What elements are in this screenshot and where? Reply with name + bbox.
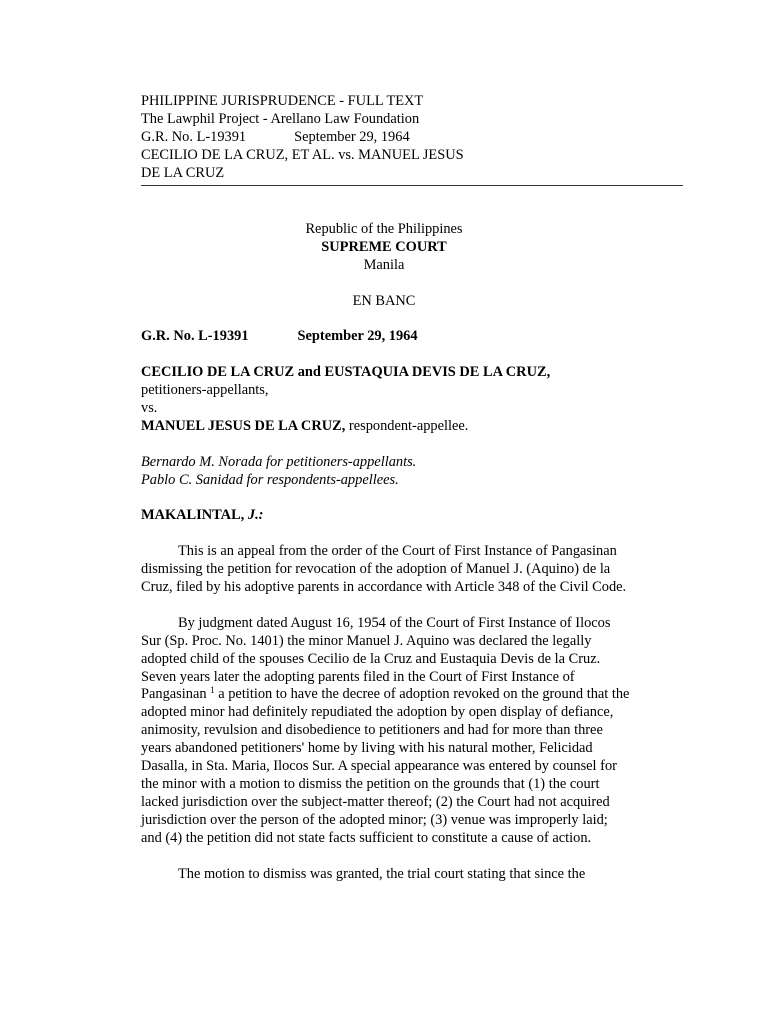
paragraph-2: [141, 615, 631, 848]
paragraph-3: The motion to dismiss was granted, the trial court stating that since the: [178, 865, 586, 882]
paragraph-2-text-end: a petition to have the decree of adoption revoked on the ground that the adopted minor had definitely repudiated the adoption by open display of defiance, animosity, revulsion and disobedience to petitioners and had for more than three years abandoned petitioners' home by living with his natural mother, Felicidad Dasalla, in Sta. Maria, Ilocos Sur. A special appearance was entered by counsel for the minor with a motion to dismiss the petition on the grounds that (1) the court lacked jurisdiction over the subject-matter thereof; (2) the Court had not acquired jurisdiction over the person of the adopted minor; (3) venue was improperly laid; and (4) the petition did not state facts sufficient to constitute a cause of action.: [141, 686, 630, 846]
document-body: [141, 221, 631, 883]
header-case-title-line2: DE LA CRUZ: [141, 164, 225, 181]
case-respondent-line: [141, 418, 631, 436]
court-division: EN BANC: [352, 292, 416, 309]
case-petitioners: CECILIO DE LA CRUZ and EUSTAQUIA DEVIS DE LA CRUZ,: [141, 364, 551, 381]
header-gr-number: G.R. No. L-19391: [141, 128, 247, 145]
footnote-reference-1[interactable]: 1: [210, 685, 215, 696]
case-reference: [141, 328, 631, 346]
ponente: [141, 507, 631, 525]
case-respondent-role: respondent-appellee.: [345, 417, 469, 434]
paragraph-2-text-start: By judgment dated August 16, 1954 of the Court of First Instance of Ilocos Sur (Sp. Proc. No. 1401) the minor Manuel J. Aquino was declared the legally adopted child of the spouses Cecilio de la Cruz and Eustaquia Devis de la Cruz. Seven years later the adopting parents filed in the Court of First Instance of Pangasinan: [141, 614, 611, 703]
counsel-petitioners: Bernardo M. Norada for petitioners-appellants.: [141, 453, 417, 470]
case-date: September 29, 1964: [297, 328, 418, 345]
case-respondent: MANUEL JESUS DE LA CRUZ,: [141, 417, 346, 434]
court-republic: Republic of the Philippines: [305, 221, 463, 237]
ponente-title: J.:: [247, 507, 264, 524]
counsel-respondents: Pablo C. Sanidad for respondents-appellees.: [141, 471, 399, 488]
header-case-reference: [141, 129, 683, 147]
header-divider: [141, 185, 683, 186]
header-decision-date: September 29, 1964: [294, 128, 410, 145]
paragraph-1: This is an appeal from the order of the Court of First Instance of Pangasinan dismissing the petition for revocation of the adoption of Manuel J. (Aquino) de la Cruz, filed by his adoptive parents in accordance with Article 348 of the Civil Code.: [141, 543, 627, 596]
case-versus: vs.: [141, 400, 158, 417]
case-petitioners-role: petitioners-appellants,: [141, 382, 269, 399]
header-collection-title: PHILIPPINE JURISPRUDENCE - FULL TEXT: [141, 93, 424, 109]
ponente-name: MAKALINTAL,: [141, 507, 248, 524]
header-case-title-line1: CECILIO DE LA CRUZ, ET AL. vs. MANUEL JESUS: [141, 146, 464, 163]
court-city: Manila: [363, 256, 405, 273]
header-project-name: The Lawphil Project - Arellano Law Foundation: [141, 110, 420, 127]
document-header: [141, 93, 683, 183]
court-name: SUPREME COURT: [321, 238, 447, 255]
case-gr-number: G.R. No. L-19391: [141, 328, 249, 345]
